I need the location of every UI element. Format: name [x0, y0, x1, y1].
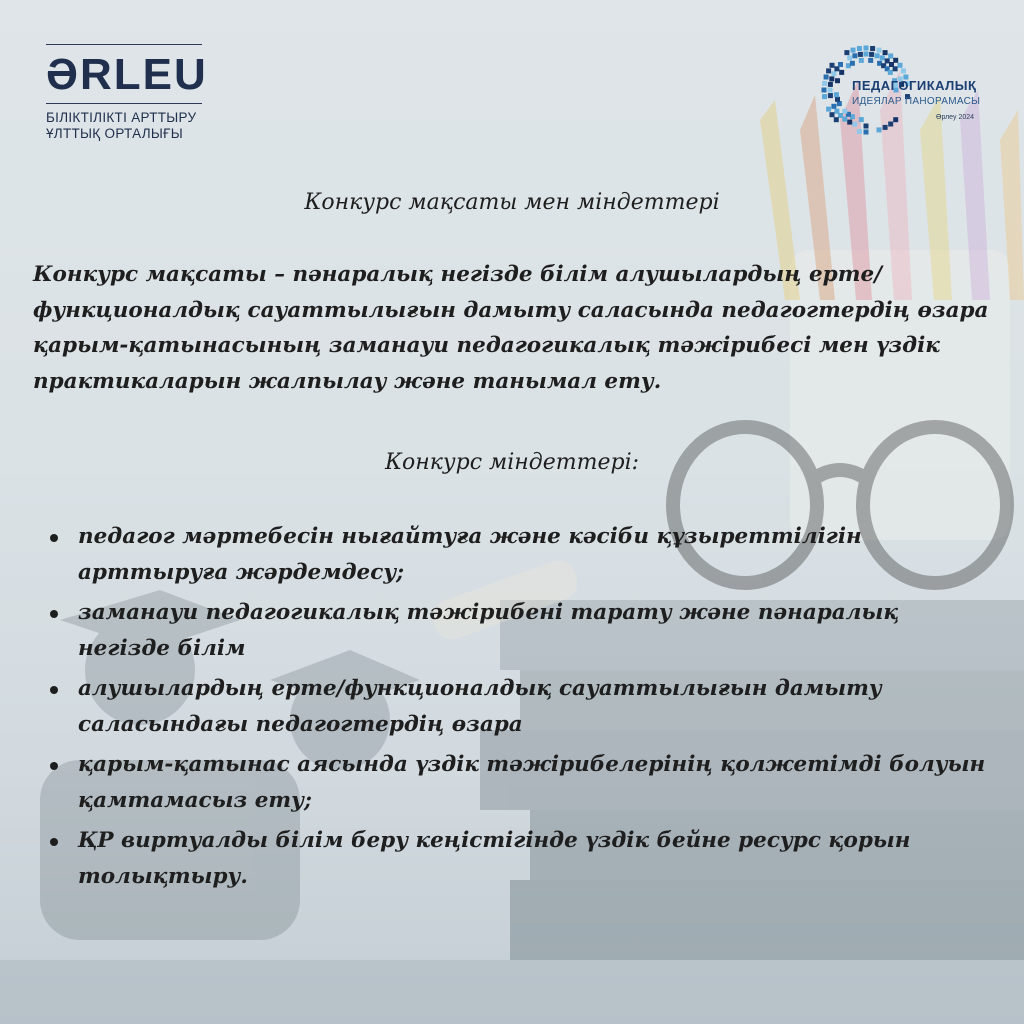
list-item — [46, 747, 986, 819]
bullet-icon — [50, 762, 58, 770]
purpose-paragraph: Конкурс мақсаты – пәнаралық негізде білім алушылардың ерте/ функционалдық сауаттылығын дамыту саласында педагогтердің өзара қарым-қатынасының заманауи педагогикалық тәжірибесі мен үздік практикаларын жалпылау және танымал ету. — [33, 262, 989, 394]
task-text: алушылардың ерте/функционалдық сауаттылығын дамыту саласындағы педагогтердің өзара — [78, 676, 882, 737]
logo-top-rule — [46, 44, 202, 45]
list-item — [46, 595, 986, 667]
list-item — [46, 823, 986, 895]
task-text: педагог мәртебесін нығайтуға және кәсіби құзыреттілігін арттыруға жәрдемдесу; — [78, 524, 862, 585]
task-text: ҚР виртуалды білім беру кеңістігінде үздік бейне ресурс қорын толықтыру. — [78, 828, 911, 889]
panorama-logo-year: Өрлеу 2024 — [936, 114, 975, 121]
panorama-logo — [814, 42, 994, 152]
bullet-icon — [50, 610, 58, 618]
page-title: Конкурс мақсаты мен міндеттері — [304, 190, 720, 215]
orleu-logo — [46, 44, 206, 142]
orleu-logo-name: ƏRLEU — [46, 50, 208, 99]
panorama-logo-line2: ИДЕЯЛАР ПАНОРАМАСЫ — [852, 96, 981, 107]
orleu-logo-subtitle-line1: БІЛІКТІЛІКТІ АРТТЫРУ — [46, 110, 197, 125]
list-item — [46, 519, 986, 591]
bullet-icon — [50, 686, 58, 694]
bullet-icon — [50, 838, 58, 846]
tasks-heading: Конкурс міндеттері: — [384, 450, 640, 475]
orleu-logo-subtitle-line2: ҰЛТТЫҚ ОРТАЛЫҒЫ — [46, 126, 183, 141]
tasks-list — [46, 519, 986, 899]
list-item — [46, 671, 986, 743]
bullet-icon — [50, 534, 58, 542]
panorama-logo-line1: ПЕДАГОГИКАЛЫҚ — [852, 78, 977, 93]
task-text: заманауи педагогикалық тәжірибені тарату және пәнаралық негізде білім — [78, 600, 899, 661]
task-text: қарым-қатынас аясында үздік тәжірибелерінің қолжетімді болуын қамтамасыз ету; — [78, 752, 986, 813]
